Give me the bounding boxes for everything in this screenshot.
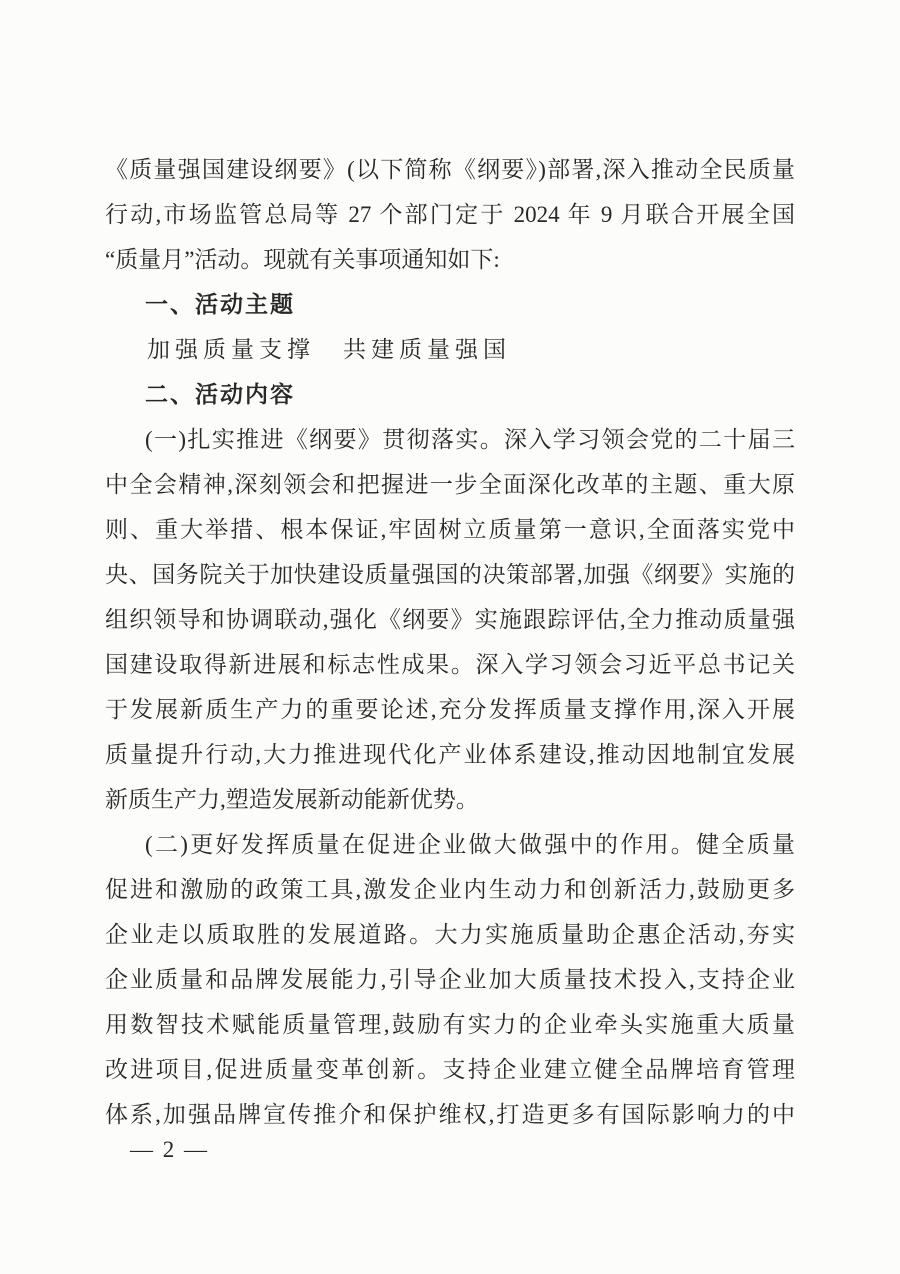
text-line: 企业质量和品牌发展能力,引导企业加大质量技术投入,支持企业 [105, 967, 795, 992]
page-body [105, 147, 795, 1137]
text-line: (二)更好发挥质量在促进企业做大做强中的作用。健全质量 [145, 832, 795, 857]
section-heading-activity-content: 二、活动内容 [145, 382, 295, 407]
text-line: 则、重大举措、根本保证,牢固树立质量第一意识,全面落实党中 [105, 517, 795, 542]
text-line: 体系,加强品牌宣传推介和保护维权,打造更多有国际影响力的中 [105, 1102, 795, 1127]
text-line: “质量月”活动。现就有关事项通知如下: [105, 247, 500, 272]
section-heading-activity-theme: 一、活动主题 [145, 292, 295, 317]
text-line: 国建设取得新进展和标志性成果。深入学习领会习近平总书记关 [105, 652, 795, 677]
text-line: 组织领导和协调联动,强化《纲要》实施跟踪评估,全力推动质量强 [105, 607, 795, 632]
intro-paragraph [105, 147, 795, 282]
text-line: 行动,市场监管总局等 27 个部门定于 2024 年 9 月联合开展全国 [105, 202, 795, 227]
activity-theme-text: 加强质量支撑 共建质量强国 [147, 337, 511, 362]
text-line: 中全会精神,深刻领会和把握进一步全面深化改革的主题、重大原 [105, 472, 795, 497]
text-line: 促进和激励的政策工具,激发企业内生动力和创新活力,鼓励更多 [105, 877, 795, 902]
text-line: 企业走以质取胜的发展道路。大力实施质量助企惠企活动,夯实 [105, 922, 795, 947]
text-line: 《质量强国建设纲要》(以下简称《纲要》)部署,深入推动全民质量 [105, 157, 795, 182]
text-line: 改进项目,促进质量变革创新。支持企业建立健全品牌培育管理 [105, 1057, 795, 1082]
text-line: (一)扎实推进《纲要》贯彻落实。深入学习领会党的二十届三 [145, 427, 795, 452]
content-item-2-paragraph [105, 822, 795, 1137]
content-item-1-paragraph [105, 417, 795, 822]
text-line: 央、国务院关于加快建设质量强国的决策部署,加强《纲要》实施的 [105, 562, 795, 587]
text-line: 于发展新质生产力的重要论述,充分发挥质量支撑作用,深入开展 [105, 697, 795, 722]
text-line: 新质生产力,塑造发展新动能新优势。 [105, 787, 479, 812]
text-line: 用数智技术赋能质量管理,鼓励有实力的企业牵头实施重大质量 [105, 1012, 795, 1037]
text-line: 质量提升行动,大力推进现代化产业体系建设,推动因地制宜发展 [105, 742, 795, 767]
page-number: — 2 — [130, 1137, 209, 1162]
